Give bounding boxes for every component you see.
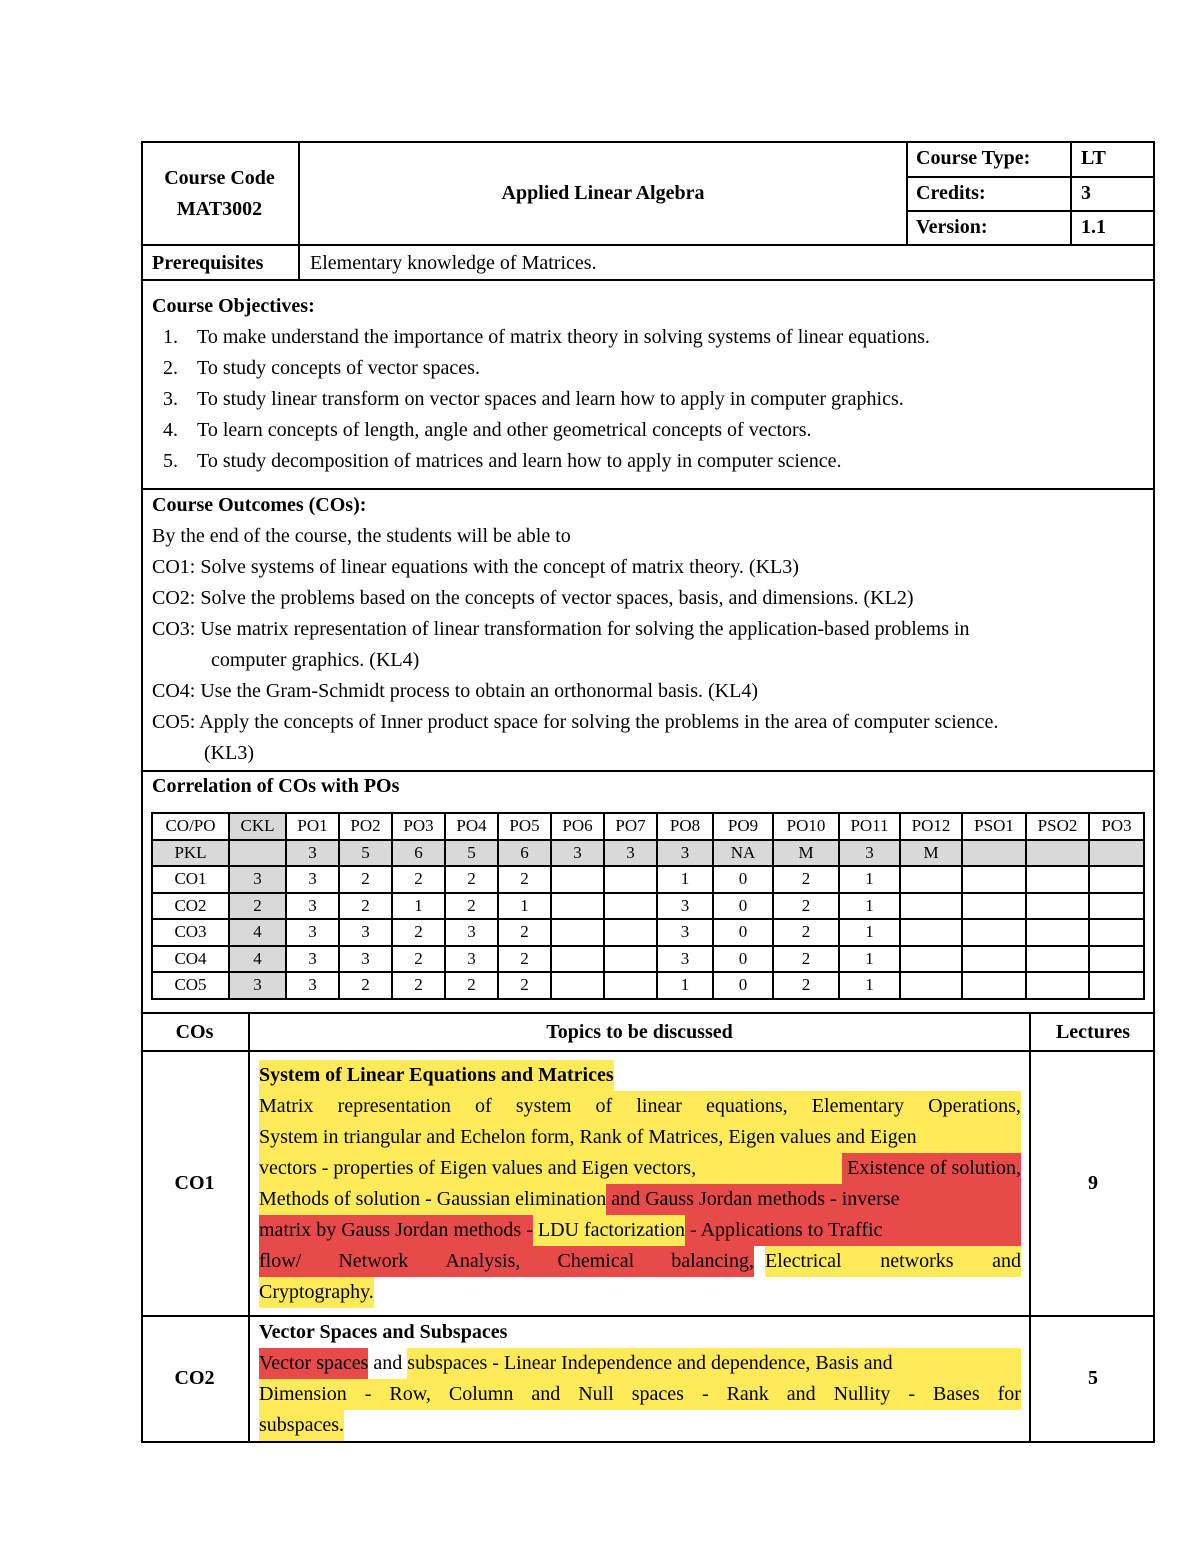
matrix-pkl-row xyxy=(152,840,1144,867)
matrix-cell: 4 xyxy=(229,946,286,973)
matrix-row xyxy=(152,972,1144,999)
word: of xyxy=(595,1095,613,1117)
divider xyxy=(248,1012,250,1443)
unit-co: CO2 xyxy=(174,1367,215,1389)
topic-line xyxy=(259,1277,1021,1308)
matrix-cell: 2 xyxy=(445,893,498,920)
course-code-label: Course Code xyxy=(164,167,275,189)
objective-item: To learn concepts of length, angle and other geometrical concepts of vectors. xyxy=(197,419,812,441)
matrix-cell: 1 xyxy=(839,893,900,920)
matrix-cell: PO1 xyxy=(286,813,339,840)
matrix-cell xyxy=(551,919,604,946)
word: Bases xyxy=(932,1383,980,1405)
matrix-cell: 1 xyxy=(839,972,900,999)
word: system xyxy=(515,1095,572,1117)
matrix-cell xyxy=(1026,840,1089,867)
matrix-cell xyxy=(604,946,657,973)
objective-number: 5. xyxy=(163,450,178,472)
matrix-body xyxy=(152,813,1144,999)
matrix-cell: CO5 xyxy=(152,972,229,999)
text-run: Cryptography. xyxy=(259,1277,374,1308)
unit-lectures: 9 xyxy=(1088,1172,1098,1194)
matrix-cell: 2 xyxy=(445,972,498,999)
matrix-cell: 2 xyxy=(498,866,551,893)
matrix-cell: PO5 xyxy=(498,813,551,840)
word: of xyxy=(475,1095,492,1117)
matrix-cell: 2 xyxy=(339,866,392,893)
matrix-cell xyxy=(1089,866,1144,893)
matrix-cell: 3 xyxy=(229,866,286,893)
objective-item: To study concepts of vector spaces. xyxy=(197,357,480,379)
matrix-cell xyxy=(962,972,1026,999)
matrix-cell: CO4 xyxy=(152,946,229,973)
outcome-line: CO3: Use matrix representation of linear transformation for solving the application-based problems in xyxy=(152,618,970,640)
matrix-cell: 2 xyxy=(773,866,839,893)
matrix-cell: 2 xyxy=(229,893,286,920)
word: Elementary xyxy=(811,1095,904,1117)
objective-item: To study linear transform on vector spaces and learn how to apply in computer graphics. xyxy=(197,388,904,410)
text-run: subspaces. xyxy=(259,1410,344,1441)
word: and xyxy=(531,1383,561,1405)
word: and xyxy=(992,1250,1021,1272)
matrix-cell xyxy=(1026,946,1089,973)
word: flow/ xyxy=(259,1250,302,1272)
matrix-cell: 3 xyxy=(657,893,713,920)
divider xyxy=(141,1012,1155,1014)
matrix-cell: 2 xyxy=(392,946,445,973)
matrix-cell: 2 xyxy=(392,866,445,893)
divider xyxy=(141,770,1155,772)
word: balancing, xyxy=(671,1250,754,1272)
matrix-cell: 1 xyxy=(839,946,900,973)
topic-line xyxy=(259,1410,1021,1441)
matrix-cell xyxy=(900,893,962,920)
text-run: LDU factorization xyxy=(533,1215,685,1246)
word: equations, xyxy=(706,1095,788,1117)
matrix-cell: PO4 xyxy=(445,813,498,840)
text-run-red: - Applications to Traffic xyxy=(685,1215,1021,1246)
topic-line xyxy=(259,1153,1021,1184)
word: - xyxy=(364,1383,372,1405)
matrix-cell: CKL xyxy=(229,813,286,840)
highlight-run xyxy=(765,1246,1021,1277)
matrix-cell xyxy=(1026,972,1089,999)
unit-co: CO1 xyxy=(174,1172,215,1194)
objective-number: 1. xyxy=(163,326,178,348)
matrix-cell: PO10 xyxy=(773,813,839,840)
matrix-cell: 3 xyxy=(286,866,339,893)
matrix-cell: 3 xyxy=(445,919,498,946)
matrix-cell: 1 xyxy=(657,972,713,999)
matrix-cell: 3 xyxy=(286,972,339,999)
topics-header: Topics to be discussed xyxy=(546,1021,733,1043)
prerequisites-label: Prerequisites xyxy=(152,252,264,274)
text-run-red: Vector spaces xyxy=(259,1348,368,1379)
matrix-cell: 3 xyxy=(286,893,339,920)
matrix-cell xyxy=(1089,840,1144,867)
matrix-cell: 3 xyxy=(229,972,286,999)
matrix-cell xyxy=(1026,919,1089,946)
word: representation xyxy=(337,1095,451,1117)
outcomes-title: Course Outcomes (COs): xyxy=(152,494,367,516)
unit-topics xyxy=(259,1317,1021,1441)
matrix-cell xyxy=(1089,919,1144,946)
text-run-red: and Gauss Jordan methods - inverse xyxy=(606,1184,1021,1215)
matrix-cell: 3 xyxy=(286,919,339,946)
text-run: subspaces - Linear Independence and dependence, Basis and xyxy=(407,1348,1021,1379)
matrix-cell: 5 xyxy=(339,840,392,867)
word: Operations, xyxy=(928,1095,1021,1117)
matrix-cell xyxy=(551,893,604,920)
text-run-red: Existence of solution, xyxy=(842,1153,1021,1184)
matrix-cell: 3 xyxy=(604,840,657,867)
highlight-run xyxy=(259,1246,754,1277)
co-po-matrix xyxy=(151,812,1145,1000)
credits-value: 3 xyxy=(1081,182,1091,204)
matrix-cell xyxy=(604,893,657,920)
matrix-cell xyxy=(962,893,1026,920)
matrix-row xyxy=(152,866,1144,893)
matrix-cell: PO11 xyxy=(839,813,900,840)
matrix-cell: 2 xyxy=(773,893,839,920)
outcome-line: CO5: Apply the concepts of Inner product space for solving the problems in the area of computer science. xyxy=(152,711,999,733)
word: linear xyxy=(636,1095,682,1117)
matrix-cell xyxy=(962,919,1026,946)
outcome-line: computer graphics. (KL4) xyxy=(211,649,420,671)
text-run: and xyxy=(368,1352,408,1374)
word: Row, xyxy=(389,1383,431,1405)
matrix-cell xyxy=(900,919,962,946)
matrix-cell xyxy=(604,919,657,946)
matrix-row xyxy=(152,919,1144,946)
divider xyxy=(906,210,1155,212)
matrix-cell: PO12 xyxy=(900,813,962,840)
outcome-line: CO1: Solve systems of linear equations with the concept of matrix theory. (KL3) xyxy=(152,556,799,578)
matrix-cell: NA xyxy=(713,840,773,867)
matrix-cell: 6 xyxy=(498,840,551,867)
matrix-cell xyxy=(900,972,962,999)
word: and xyxy=(786,1383,816,1405)
matrix-cell: 0 xyxy=(713,946,773,973)
word: networks xyxy=(880,1250,954,1272)
correlation-title: Correlation of COs with POs xyxy=(152,775,400,797)
matrix-cell: PO3 xyxy=(392,813,445,840)
matrix-cell xyxy=(1026,866,1089,893)
matrix-cell: PO2 xyxy=(339,813,392,840)
matrix-cell: 0 xyxy=(713,893,773,920)
objective-number: 2. xyxy=(163,357,178,379)
cos-header: COs xyxy=(175,1021,214,1043)
matrix-cell: PO8 xyxy=(657,813,713,840)
word: for xyxy=(997,1383,1021,1405)
outcome-line: (KL3) xyxy=(204,742,254,764)
matrix-cell: PSO2 xyxy=(1026,813,1089,840)
divider xyxy=(141,279,1155,281)
matrix-cell: 2 xyxy=(773,919,839,946)
matrix-cell xyxy=(551,866,604,893)
matrix-cell: 3 xyxy=(551,840,604,867)
matrix-cell: PSO1 xyxy=(962,813,1026,840)
topic-line xyxy=(259,1246,1021,1277)
objective-number: 4. xyxy=(163,419,178,441)
matrix-cell: 0 xyxy=(713,866,773,893)
matrix-cell: 3 xyxy=(339,946,392,973)
highlight-run xyxy=(259,1153,842,1184)
version-label: Version: xyxy=(916,216,988,238)
matrix-cell xyxy=(962,866,1026,893)
matrix-cell: PO6 xyxy=(551,813,604,840)
matrix-cell xyxy=(604,972,657,999)
matrix-cell: 6 xyxy=(392,840,445,867)
matrix-cell: 1 xyxy=(392,893,445,920)
objective-item: To study decomposition of matrices and learn how to apply in computer science. xyxy=(197,450,842,472)
word: Rank xyxy=(726,1383,769,1405)
word: Analysis, xyxy=(445,1250,521,1272)
objective-number: 3. xyxy=(163,388,178,410)
matrix-cell: PO3 xyxy=(1089,813,1144,840)
matrix-cell: 3 xyxy=(839,840,900,867)
topic-line xyxy=(259,1215,1021,1246)
text-run: vectors - properties of Eigen values and Eigen vectors, xyxy=(259,1157,697,1179)
matrix-cell: 5 xyxy=(445,840,498,867)
unit-lectures: 5 xyxy=(1088,1367,1098,1389)
course-type-label: Course Type: xyxy=(916,147,1031,169)
matrix-cell xyxy=(551,972,604,999)
word: Electrical xyxy=(765,1250,842,1272)
matrix-row xyxy=(152,893,1144,920)
topic-line xyxy=(259,1348,1021,1379)
matrix-cell xyxy=(962,840,1026,867)
topic-line xyxy=(259,1379,1021,1410)
matrix-cell xyxy=(604,866,657,893)
matrix-cell: 3 xyxy=(286,840,339,867)
matrix-cell: 2 xyxy=(773,946,839,973)
matrix-cell: CO1 xyxy=(152,866,229,893)
matrix-cell: 1 xyxy=(839,866,900,893)
matrix-cell xyxy=(900,946,962,973)
topic-line xyxy=(259,1091,1021,1122)
matrix-cell xyxy=(1089,972,1144,999)
outcome-line: CO2: Solve the problems based on the concepts of vector spaces, basis, and dimensions. (KL2) xyxy=(152,587,914,609)
unit-title: System of Linear Equations and Matrices xyxy=(259,1060,614,1091)
matrix-cell: 2 xyxy=(392,972,445,999)
matrix-cell: 2 xyxy=(339,972,392,999)
matrix-cell: 4 xyxy=(229,919,286,946)
matrix-cell: 3 xyxy=(339,919,392,946)
divider xyxy=(906,176,1155,178)
matrix-cell xyxy=(1089,946,1144,973)
matrix-cell: 2 xyxy=(339,893,392,920)
matrix-cell xyxy=(1089,893,1144,920)
matrix-cell: CO3 xyxy=(152,919,229,946)
prerequisites-value: Elementary knowledge of Matrices. xyxy=(310,252,597,274)
divider xyxy=(141,244,1155,246)
outcomes-intro: By the end of the course, the students will be able to xyxy=(152,525,571,547)
matrix-cell: PKL xyxy=(152,840,229,867)
text-run: System in triangular and Echelon form, Rank of Matrices, Eigen values and Eigen xyxy=(259,1126,917,1148)
word: - xyxy=(701,1383,709,1405)
matrix-cell: 3 xyxy=(657,919,713,946)
text-run-red: matrix by Gauss Jordan methods - xyxy=(259,1215,533,1246)
matrix-header-row xyxy=(152,813,1144,840)
matrix-cell: 0 xyxy=(713,919,773,946)
matrix-cell: 2 xyxy=(445,866,498,893)
matrix-cell: CO/PO xyxy=(152,813,229,840)
matrix-cell: 1 xyxy=(839,919,900,946)
matrix-cell: 3 xyxy=(445,946,498,973)
matrix-cell xyxy=(229,840,286,867)
text-run: Methods of solution - Gaussian elimination xyxy=(259,1184,606,1215)
word: Dimension xyxy=(259,1383,347,1405)
matrix-cell: 1 xyxy=(657,866,713,893)
word: spaces xyxy=(631,1383,684,1405)
matrix-cell: 2 xyxy=(773,972,839,999)
course-title: Applied Linear Algebra xyxy=(501,182,705,204)
version-value: 1.1 xyxy=(1081,216,1106,238)
divider xyxy=(906,141,908,246)
matrix-cell: 2 xyxy=(392,919,445,946)
unit-topics xyxy=(259,1060,1021,1308)
matrix-cell: 3 xyxy=(657,946,713,973)
matrix-cell: PO9 xyxy=(713,813,773,840)
lectures-header: Lectures xyxy=(1055,1021,1131,1043)
word: Network xyxy=(338,1250,409,1272)
word: Matrix xyxy=(259,1095,314,1117)
matrix-cell: 2 xyxy=(498,972,551,999)
matrix-cell xyxy=(551,946,604,973)
word: Column xyxy=(448,1383,514,1405)
matrix-cell: 3 xyxy=(286,946,339,973)
matrix-cell: M xyxy=(900,840,962,867)
matrix-cell xyxy=(962,946,1026,973)
objective-item: To make understand the importance of matrix theory in solving systems of linear equations. xyxy=(197,326,930,348)
matrix-cell xyxy=(1026,893,1089,920)
divider xyxy=(141,1050,1155,1052)
course-type-value: LT xyxy=(1081,147,1106,169)
topic-line xyxy=(259,1184,1021,1215)
divider xyxy=(1070,141,1072,246)
matrix-cell xyxy=(900,866,962,893)
word: Null xyxy=(578,1383,614,1405)
divider xyxy=(141,488,1155,490)
topic-line xyxy=(259,1122,1021,1153)
matrix-cell: 3 xyxy=(657,840,713,867)
divider xyxy=(298,244,300,281)
matrix-cell: 0 xyxy=(713,972,773,999)
matrix-cell: 2 xyxy=(498,946,551,973)
course-code: MAT3002 xyxy=(176,198,263,220)
word: - xyxy=(908,1383,915,1405)
word: Nullity xyxy=(833,1383,891,1405)
matrix-cell: M xyxy=(773,840,839,867)
objectives-title: Course Objectives: xyxy=(152,295,315,317)
unit-title: Vector Spaces and Subspaces xyxy=(259,1321,508,1343)
matrix-row xyxy=(152,946,1144,973)
outcome-line: CO4: Use the Gram-Schmidt process to obtain an orthonormal basis. (KL4) xyxy=(152,680,758,702)
word: Chemical xyxy=(557,1250,635,1272)
matrix-cell: PO7 xyxy=(604,813,657,840)
credits-label: Credits: xyxy=(916,182,986,204)
matrix-cell: CO2 xyxy=(152,893,229,920)
matrix-cell: 2 xyxy=(498,919,551,946)
matrix-cell: 1 xyxy=(498,893,551,920)
